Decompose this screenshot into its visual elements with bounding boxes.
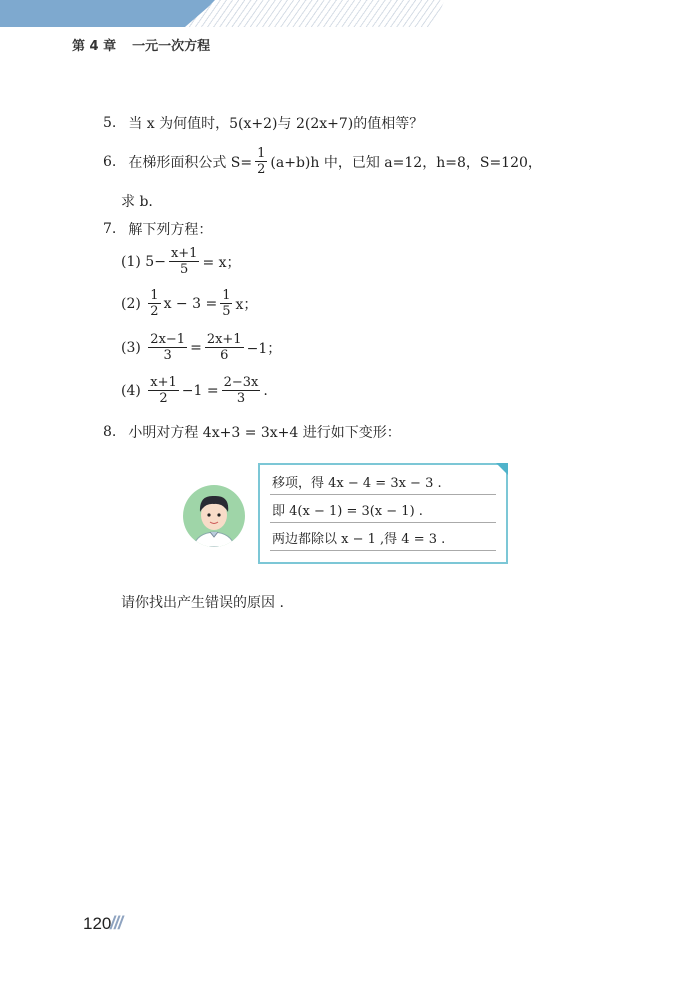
numerator: x+1: [170, 246, 198, 261]
term: −1；: [246, 340, 282, 357]
equation-1: [121, 246, 241, 277]
numerator: 2x−1: [150, 332, 186, 347]
equation-2: [121, 288, 257, 319]
numerator: 1: [150, 288, 159, 303]
term: x；: [235, 296, 258, 313]
problem-6: [103, 146, 542, 177]
problem-7: [103, 219, 212, 239]
denominator: 2: [257, 162, 266, 177]
denominator: 5: [180, 262, 189, 277]
fraction: [255, 146, 267, 177]
problem-number: 5.: [103, 115, 117, 131]
problem-text: 求 b.: [121, 194, 153, 210]
chapter-number: 第 4 章: [72, 39, 117, 54]
term: = x；: [202, 254, 241, 271]
page-number: 120: [83, 914, 112, 933]
fraction: [205, 332, 244, 363]
step-3: 两边都除以 x − 1 ,得 4 = 3 .: [270, 524, 496, 551]
denominator: 2: [159, 391, 168, 406]
term: .: [263, 382, 268, 399]
step-2: 即 4(x − 1) = 3(x − 1) .: [270, 496, 496, 523]
problem-number: 7.: [103, 221, 117, 237]
problem-text: 当 x 为何值时，5(x+2)与 2(2x+7)的值相等？: [128, 116, 424, 132]
denominator: 3: [163, 348, 172, 363]
problem-number: 8.: [103, 424, 117, 440]
working-box: [258, 463, 508, 564]
chapter-header: [72, 35, 226, 54]
label: (1): [121, 253, 141, 270]
problem-text: 在梯形面积公式 S=: [128, 154, 253, 171]
problem-8: [103, 422, 401, 442]
fraction: [148, 375, 179, 406]
term: 5−: [145, 253, 166, 270]
fraction: [222, 375, 261, 406]
label: (4): [121, 382, 141, 399]
denominator: 6: [220, 348, 229, 363]
label: (2): [121, 295, 141, 312]
denominator: 2: [150, 304, 159, 319]
numerator: x+1: [150, 375, 177, 390]
fraction: [148, 332, 187, 363]
step-1: 移项，得 4x − 4 = 3x − 3 .: [270, 468, 496, 495]
term: =: [190, 339, 202, 356]
denominator: 5: [222, 304, 231, 319]
term: −1 =: [181, 382, 219, 399]
denominator: 3: [236, 391, 246, 406]
problem-text: 解下列方程：: [128, 222, 213, 238]
student-avatar: [183, 485, 245, 547]
fraction: [169, 246, 200, 277]
problem-number: 6.: [103, 153, 117, 170]
numerator: 1: [257, 146, 266, 161]
fraction: [220, 288, 232, 319]
numerator: 1: [222, 288, 231, 303]
header-band: [0, 0, 215, 27]
box-corner: [496, 463, 508, 475]
header-hatch: [185, 0, 445, 27]
problem-text: (a+b)h 中，已知 a=12，h=8，S=120，: [270, 154, 542, 171]
fraction: [148, 288, 160, 319]
problem-5: [103, 113, 423, 133]
problem-text: 小明对方程 4x+3 = 3x+4 进行如下变形：: [128, 425, 401, 441]
term: x − 3 =: [163, 295, 218, 312]
numerator: 2−3x: [223, 375, 259, 390]
numerator: 2x+1: [206, 332, 242, 347]
chapter-title: 一元一次方程: [132, 39, 211, 54]
label: (3): [121, 339, 141, 356]
equation-3: [121, 332, 281, 363]
page-mark: ///: [110, 913, 123, 933]
equation-4: [121, 375, 268, 406]
problem-question: 请你找出产生错误的原因 .: [121, 595, 284, 611]
